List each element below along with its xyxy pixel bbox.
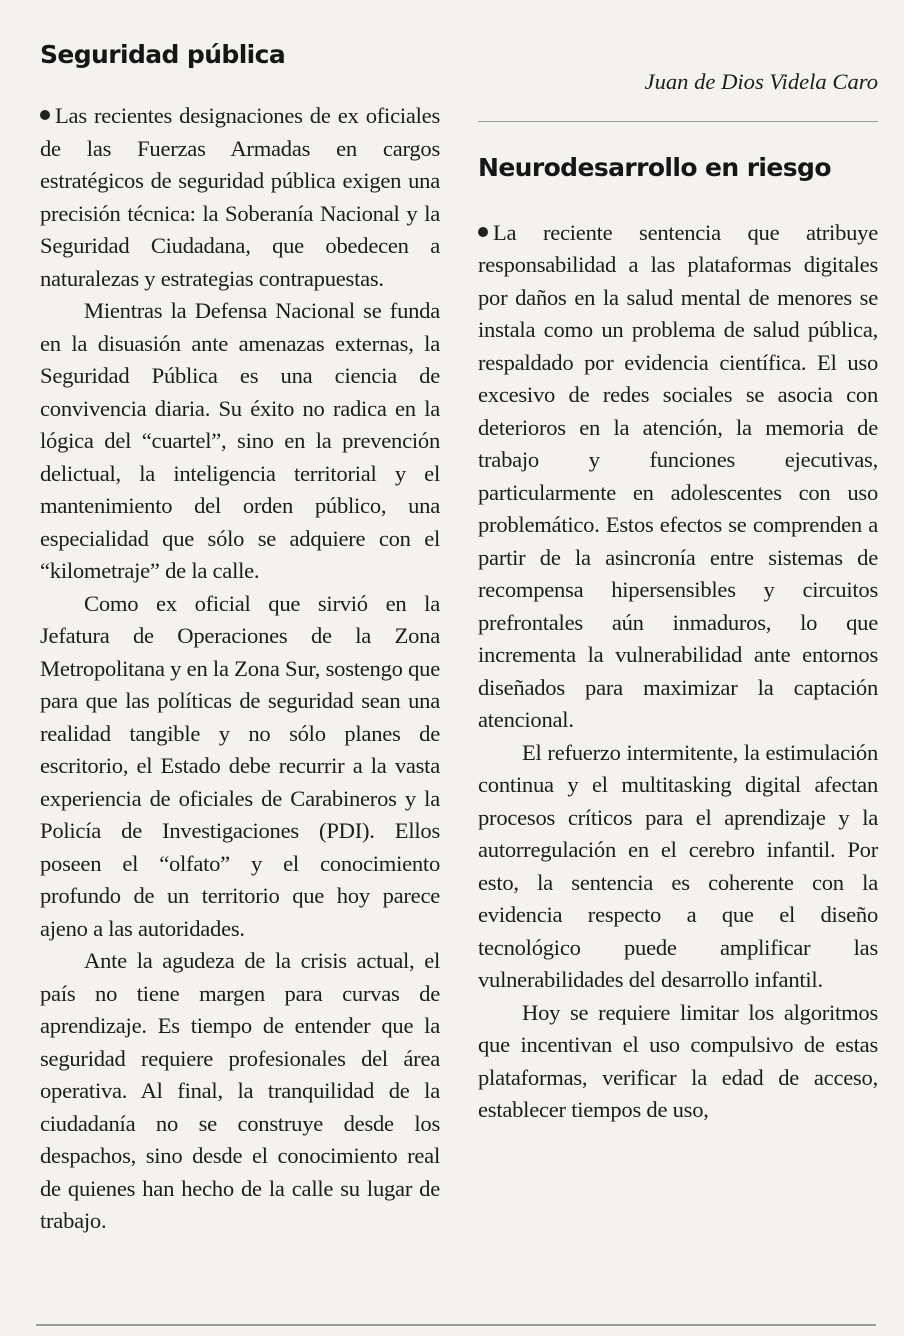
bullet-icon [478,227,488,237]
article1-paragraph: Mientras la Defensa Nacional se funda en la disuasión ante amenazas externas, la Seguridad Pública es una ciencia de convivencia diaria. Su éxito no radica en la lógica del “cuartel”, sino en la prevención delictual, la inteligencia territorial y el mantenimiento del orden público, una especialidad que sólo se adquiere con el “kilometraje” de la calle. [40,298,440,583]
article1-author: Juan de Dios Videla Caro [644,69,878,94]
article-seguridad-publica [40,36,440,1238]
article1-paragraph: Ante la agudeza de la crisis actual, el país no tiene margen para curvas de aprendizaje. Es tiempo de entender que la seguridad requiere profesionales del área operativa. Al final, la tranquilidad de la ciudadanía no se construye desde los despachos, sino desde el conocimiento real de quienes han hecho de la calle su lugar de trabajo. [40,948,440,1233]
article1-paragraph: Como ex oficial que sirvió en la Jefatura de Operaciones de la Zona Metropolitana y en la Zona Sur, sostengo que para que las políticas de seguridad sean una realidad tangible y no sólo planes de escritorio, el Estado debe recurrir a la vasta experiencia de oficiales de Carabineros y la Policía de Investigaciones (PDI). Ellos poseen el “olfato” y el conocimiento profundo de un territorio que hoy parece ajeno a las autoridades. [40,590,440,941]
article1-paragraph: Las recientes designaciones de ex oficiales de las Fuerzas Armadas en cargos estratégicos de seguridad pública exigen una precisión técnica: la Soberanía Nacional y la Seguridad Ciudadana, que obedecen a naturalezas y estrategias contrapuestas. [40,103,440,291]
bottom-rule [36,1324,876,1326]
article1-headline: Seguridad pública [40,40,286,69]
article2-paragraph: Hoy se requiere limitar los algoritmos que incentivan el uso compulsivo de estas plataformas, verificar la edad de acceso, establecer tiempos de uso, [478,999,878,1122]
article2-paragraph: La reciente sentencia que atribuye responsabilidad a las plataformas digitales por daños en la salud mental de menores se instala como un problema de salud pública, respaldado por evidencia científica. El uso excesivo de redes sociales se asocia con deterioros en la atención, la memoria de trabajo y funciones ejecutivas, particularmente en adolescentes con uso problemático. Estos efectos se comprenden a partir de la asincronía entre sistemas de recompensa hipersensibles y circuitos prefrontales aún inmaduros, lo que incrementa la vulnerabilidad ante entornos diseñados para maximizar la captación atencional. [478,219,878,732]
article-neurodesarrollo [478,36,878,1127]
article1-body [40,100,440,1238]
bullet-icon [40,110,50,120]
section-divider [478,121,878,122]
article2-headline: Neurodesarrollo en riesgo [478,152,831,182]
article2-body [478,217,878,1127]
article2-paragraph: El refuerzo intermitente, la estimulación continua y el multitasking digital afectan procesos críticos para el aprendizaje y la autorregulación en el cerebro infantil. Por esto, la sentencia es coherente con la evidencia respecto a que el diseño tecnológico puede amplificar las vulnerabilidades del desarrollo infantil. [478,739,878,992]
